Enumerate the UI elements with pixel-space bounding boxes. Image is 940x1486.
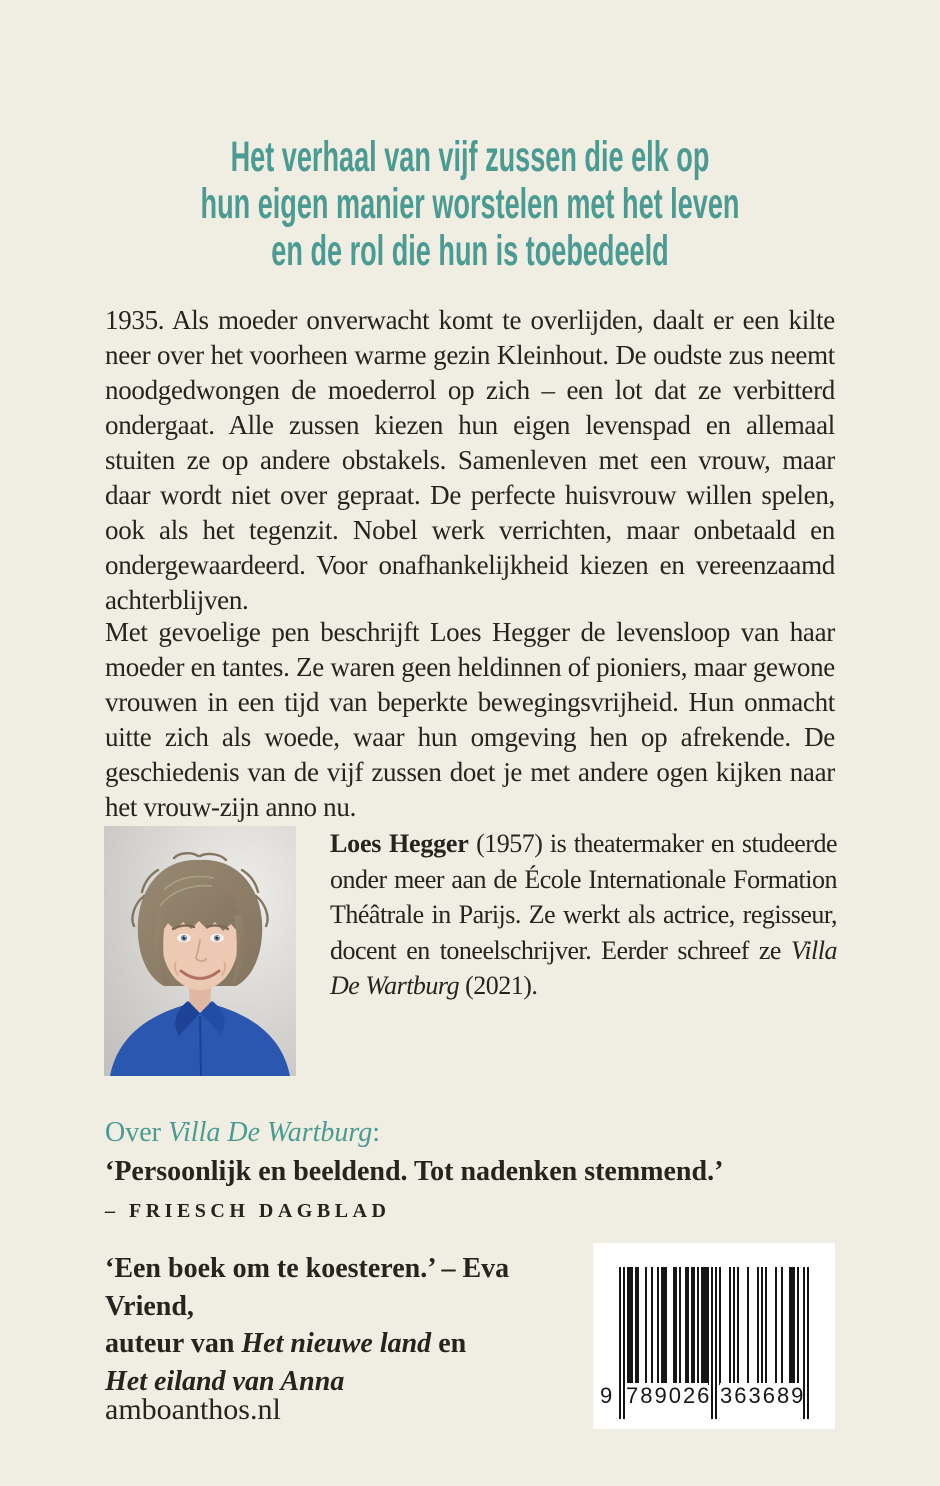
barcode-digits-right: 363689 [720, 1383, 806, 1408]
review-heading-prefix: Over [105, 1117, 168, 1148]
review2-line-2 [105, 1325, 585, 1363]
review-heading-title: Villa De Wartburg [167, 1117, 373, 1148]
barcode [593, 1243, 835, 1429]
author-photo [104, 826, 296, 1076]
publisher-url: amboanthos.nl [105, 1393, 281, 1426]
review2-line2-suffix: en [431, 1328, 467, 1359]
barcode-digits [593, 1381, 835, 1411]
author-section [104, 826, 836, 1078]
tagline-line-2: hun eigen manier worstelen met het leven [200, 180, 740, 228]
review-quote: ‘Persoonlijk en beeldend. Tot nadenken stemmend.’ [105, 1156, 724, 1187]
review2-book-title-1: Het nieuwe land [241, 1328, 432, 1359]
tagline-line-1: Het verhaal van vijf zussen die elk op [230, 133, 710, 181]
author-bio [330, 826, 837, 1004]
review2-book-title-2: Het eiland van Anna [105, 1365, 345, 1397]
review2-line-1: ‘Een boek om te koesteren.’ – Eva Vriend, [105, 1253, 510, 1322]
synopsis-paragraph-2: Met gevoelige pen beschrijft Loes Hegger de levensloop van haar moeder en tantes. Ze waren geen heldinnen of pioniers, maar gewone vrouwen in een tijd van beperkte bewegingsvrijheid. Hun onmacht uitte zich als woede, waar hun omgeving hen op afrekende. De geschiedenis van de vijf zussen doet je met andere ogen kijken naar het vrouw-zijn anno nu. [105, 617, 835, 822]
review-eva-vriend [105, 1250, 585, 1400]
review-source: – FRIESCH DAGBLAD [105, 1200, 391, 1222]
review-heading-colon: : [372, 1117, 381, 1148]
review2-line2-prefix: auteur van [105, 1328, 242, 1359]
review-villa-de-wartburg [105, 1116, 745, 1223]
bio-text-1: (1957) is theatermaker en studeerde onder meer aan de École Internationale Formation Théâtrale in Parijs. Ze werkt als actrice, regisseur, docent en toneelschrijver. Eerder schreef ze [330, 829, 837, 965]
review-heading [105, 1116, 745, 1150]
barcode-digits-left: 789026 [626, 1383, 712, 1408]
synopsis-paragraph-1: 1935. Als moeder onverwacht komt te overlijden, daalt er een kilte neer over het voorheen warme gezin Kleinhout. De oudste zus neemt noodgedwongen de moederrol op zich – een lot dat ze verbitterd ondergaat. Alle zussen kiezen hun eigen levenspad en allemaal stuiten ze op andere obstakels. Samenleven met een vrouw, maar daar wordt niet over gepraat. De perfecte huisvrouw willen spelen, ook als het tegenzit. Nobel werk verrichten, maar onbetaald en ondergewaardeerd. Voor onafhankelijkheid kiezen en vereenzaamd achterblijven. [105, 305, 835, 615]
tagline-line-3: en de rol die hun is toebedeeld [271, 227, 669, 275]
barcode-digit-first: 9 [600, 1383, 613, 1408]
author-name: Loes Hegger [330, 829, 469, 858]
bio-book-title: Villa De Wartburg [330, 935, 837, 1000]
bio-text-2: (2021). [459, 971, 538, 1000]
tagline [0, 134, 940, 275]
